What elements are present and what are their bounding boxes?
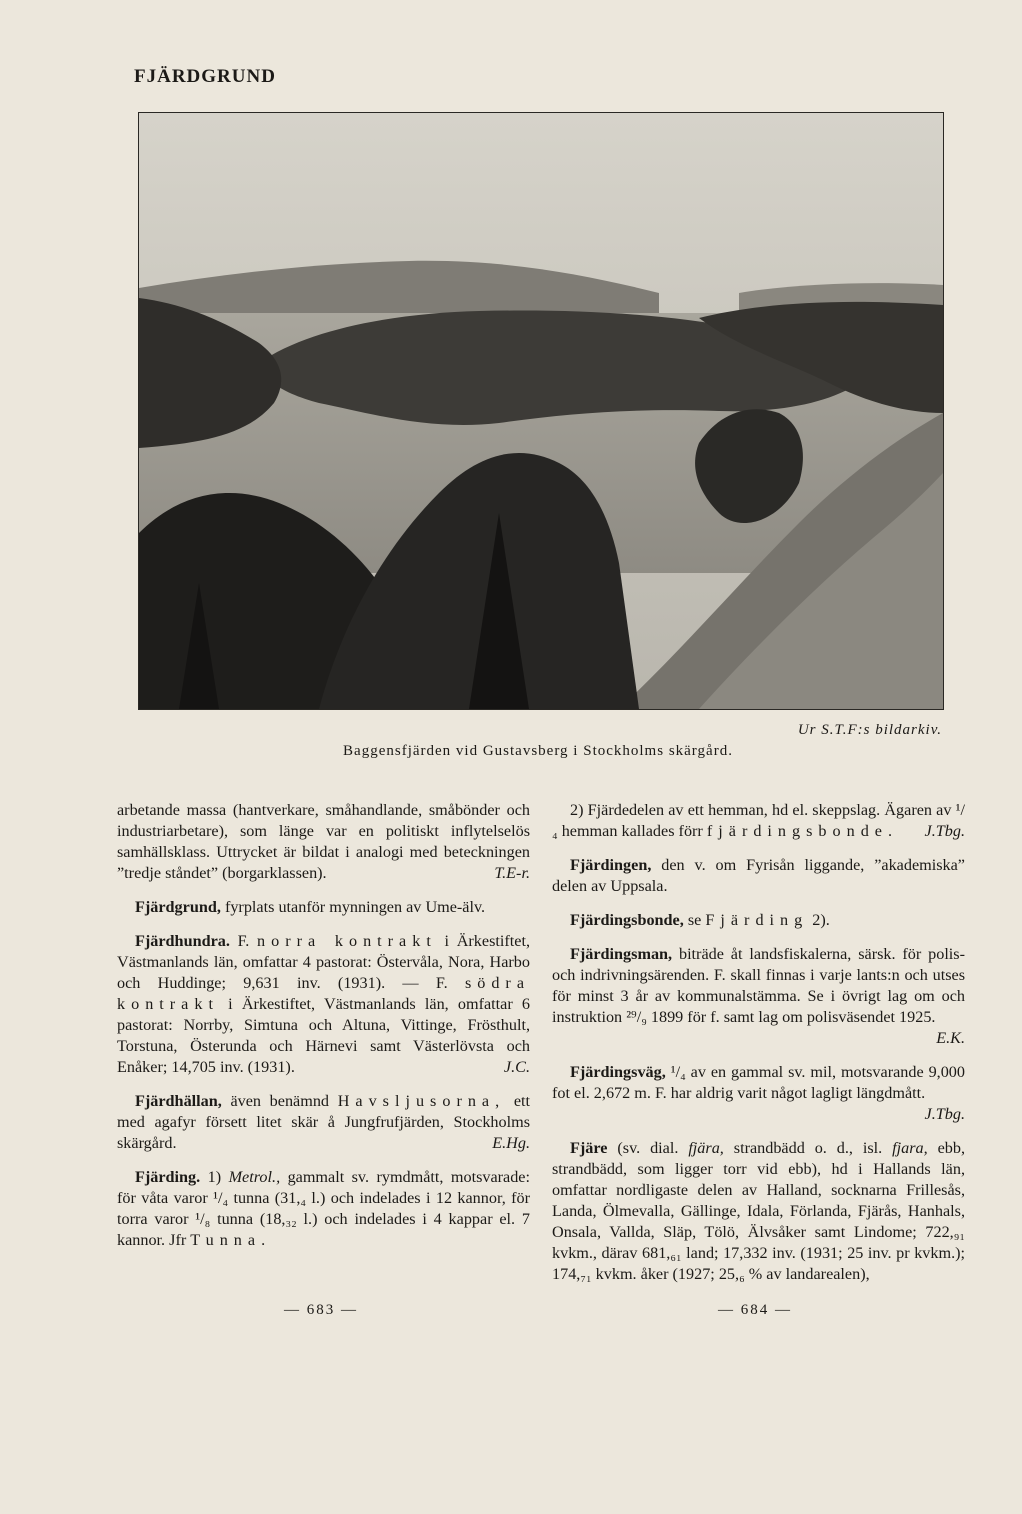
- left-column: [117, 800, 530, 1264]
- entry-text: även benämnd: [230, 1092, 330, 1110]
- spaced-text: södra kontrakt: [117, 974, 530, 1013]
- photo-caption: Baggensfjärden vid Gustavsberg i Stockholms skärgård.: [343, 743, 733, 759]
- right-column: [552, 800, 965, 1298]
- page-number-left: — 683 —: [284, 1302, 358, 1318]
- entry-continued: [117, 800, 530, 884]
- author-signature: T.E-r.: [494, 864, 530, 882]
- spaced-text: Fjärding: [705, 911, 809, 929]
- entry-text: biträde åt landsfiskalerna, särsk. för polis- och indrivningsärenden. F. skall finnas i varje lants:n och utses för minst 3 år av kommunalstämma. Se i övrigt lag om och instruktion ²⁹/₉ 1899 för f. samt lag om polisväsendet 1925.: [552, 945, 965, 1026]
- entry-fjardingen: [552, 855, 965, 897]
- spaced-text: Havsljusorna,: [337, 1092, 506, 1110]
- landscape-photo: [138, 112, 944, 710]
- entry-text: se: [687, 911, 702, 929]
- headword: Fjärdhällan,: [135, 1092, 222, 1110]
- entry-text: i Ärkestiftet, Västmanlands län, omfattar 6 pastorat: Norrby, Simtuna och Altuna, Vittinge, Frösthult, Torstuna, Österunda och Härnevi samt Västerlövsta och Enåker; 14,705 inv. (1931).: [117, 995, 530, 1076]
- entry-fjardingsbonde: [552, 910, 965, 931]
- headword: Fjärdingen,: [570, 856, 652, 874]
- author-signature: J.C.: [503, 1058, 530, 1076]
- italic-text: fjära,: [688, 1139, 724, 1157]
- running-head: FJÄRDGRUND: [134, 66, 276, 87]
- photo-illustration: [139, 113, 943, 709]
- author-signature: J.Tbg.: [924, 822, 965, 840]
- headword: Fjärdingsman,: [570, 945, 673, 963]
- photo-credit: Ur S.T.F:s bildarkiv.: [797, 722, 942, 738]
- entry-text: strandbädd o. d., isl.: [733, 1139, 883, 1157]
- italic-text: fjara,: [892, 1139, 928, 1157]
- entry-text: arbetande massa (hantverkare, småhandlande, småbönder och industriarbetare), som länge var en politiskt inflytelselös samhällsklass. Uttrycket är bildat i analogi med beteckningen ”tredje ståndet” (borgarklassen).: [117, 801, 530, 882]
- entry-fjardingsman: [552, 944, 965, 1049]
- entry-text: fyrplats utanför mynningen av Ume-älv.: [224, 898, 486, 916]
- headword: Fjärding.: [135, 1168, 201, 1186]
- headword: Fjärdingsväg,: [570, 1063, 666, 1081]
- headword: Fjäre: [570, 1139, 608, 1157]
- headword: Fjärdgrund,: [135, 898, 221, 916]
- entry-fjardhallan: [117, 1091, 530, 1154]
- spaced-text: Tunna.: [190, 1231, 272, 1249]
- entry-fjarding-2: [552, 800, 965, 842]
- italic-text: Metrol.,: [228, 1168, 281, 1186]
- entry-fjare: [552, 1138, 965, 1285]
- author-signature: E.Hg.: [492, 1134, 530, 1152]
- entry-text: i Ärkestiftet, Västmanlands län, omfattar 4 pastorat: Östervåla, Nora, Harbo och Huddinge; 9,631 inv. (1931). — F.: [117, 932, 530, 992]
- author-signature: J.Tbg.: [924, 1105, 965, 1123]
- spaced-text: fjärdingsbonde.: [706, 822, 899, 840]
- headword: Fjärdhundra.: [135, 932, 230, 950]
- entry-fjarding: [117, 1167, 530, 1251]
- entry-text: F.: [237, 932, 250, 950]
- entry-text: 2) Fjärdedelen av ett hemman, hd el. skeppslag. Ägaren av ¹/₄ hemman kallades förr: [552, 801, 965, 840]
- entry-fjardingsvag: [552, 1062, 965, 1125]
- entry-text: ett med agafyr försett litet skär å Jungfrufjärden, Stockholms skärgård.: [117, 1092, 531, 1152]
- author-signature: E.K.: [936, 1029, 965, 1047]
- entry-text: 2).: [812, 911, 830, 929]
- headword: Fjärdingsbonde,: [570, 911, 684, 929]
- entry-text: gammalt sv. rymdmått, motsvarade: för våta varor ¹/₄ tunna (31,₄ l.) och indelades i 12 kannor, för torra varor ¹/₈ tunna (18,₃₂ l.) och indelades i 4 kappar el. 7 kannor. Jfr: [117, 1168, 530, 1249]
- entry-text: den v. om Fyrisån liggande, ”akademiska” delen av Uppsala.: [552, 856, 965, 895]
- entry-text: 1): [207, 1168, 222, 1186]
- entry-text: (sv. dial.: [617, 1139, 679, 1157]
- page-number-right: — 684 —: [718, 1302, 792, 1318]
- entry-fjardgrund: [117, 897, 530, 918]
- entry-text: ¹/₄ av en gammal sv. mil, motsvarande 9,000 fot el. 2,672 m. F. har aldrig varit något lagligt längdmått.: [552, 1063, 965, 1102]
- entry-fjardhundra: [117, 931, 530, 1078]
- entry-text: ebb, strandbädd, som ligger torr vid ebb), hd i Hallands län, omfattar nordligaste delen av Halland, socknarna Frillesås, Landa, Ölmevalla, Gällinge, Idala, Förlanda, Fjärås, Hanhals, Onsala, Vallda, Släp, Tölö, Älvsåker samt Lindome; 722,₉₁ kvkm., därav 681,₆₁ land; 17,332 inv. (1931; 25 inv. pr kvkm.); 174,₇₁ kvkm. åker (1927; 25,₆ % av landarealen),: [552, 1139, 966, 1283]
- spaced-text: norra kontrakt: [257, 932, 437, 950]
